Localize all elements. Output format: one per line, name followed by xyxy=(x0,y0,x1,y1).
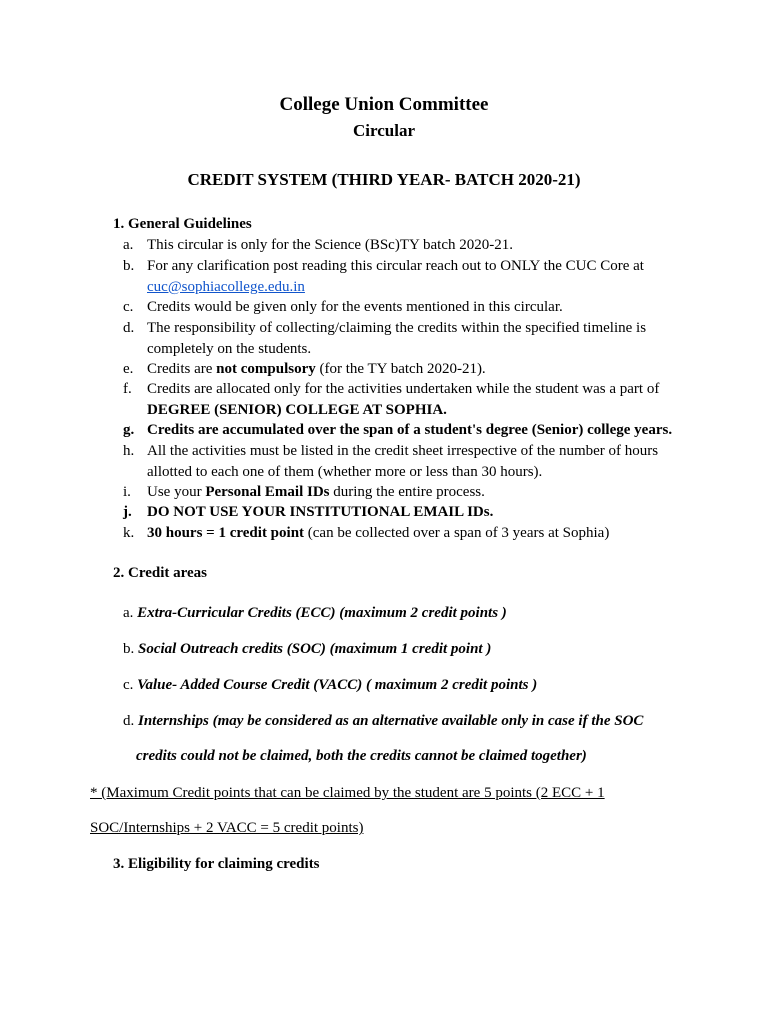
list-item-letter: a. xyxy=(123,237,134,253)
list-item-letter: j. xyxy=(123,504,132,520)
list-item-letter: e. xyxy=(123,361,134,377)
list-item-bold-text: DEGREE (SENIOR) COLLEGE AT SOPHIA. xyxy=(147,401,447,418)
credit-area-item xyxy=(123,713,643,730)
list-item-text: Credits would be given only for the events mentioned in this circular. xyxy=(147,299,563,315)
list-item-text: (for the TY batch 2020-21). xyxy=(315,361,486,377)
list-item-text: This circular is only for the Science (BSc)TY batch 2020-21. xyxy=(147,237,514,253)
credit-area-letter: b. xyxy=(123,641,135,657)
credit-area-item xyxy=(123,641,491,658)
list-item-text: All the activities must be listed in the credit sheet irrespective of the number of hours allotted to each one of them (whether more or less than 30 hours). xyxy=(147,443,659,480)
credit-area-item xyxy=(123,605,507,622)
section-title-general-guidelines: 1. General Guidelines xyxy=(113,216,252,232)
credit-area-text: credits could not be claimed, both the credits cannot be claimed together) xyxy=(136,748,587,764)
credit-area-text: Extra-Curricular Credits (ECC) (maximum 2 credit points ) xyxy=(137,605,507,621)
section-title-credit-areas: 2. Credit areas xyxy=(113,565,208,581)
credit-area-letter: a. xyxy=(123,605,134,621)
list-item-letter: h. xyxy=(123,443,135,459)
list-item-text: (can be collected over a span of 3 years at Sophia) xyxy=(304,525,610,541)
section-title-eligibility: 3. Eligibility for claiming credits xyxy=(113,856,320,872)
list-item-text: during the entire process. xyxy=(329,484,485,500)
list-item-text: Credits are allocated only for the activities undertaken while the student was a part of xyxy=(147,381,660,397)
list-item-letter: i. xyxy=(123,484,131,500)
list-item-text: DO NOT USE YOUR INSTITUTIONAL EMAIL IDs. xyxy=(147,504,494,520)
credit-area-text: Internships (may be considered as an alternative available only in case if the SOC xyxy=(138,713,644,729)
max-credit-note: SOC/Internships + 2 VACC = 5 credit points) xyxy=(90,820,364,836)
credit-area-letter: d. xyxy=(123,713,135,729)
credit-area-item xyxy=(123,677,537,694)
list-item-text: For any clarification post reading this circular reach out to ONLY the CUC Core at xyxy=(147,258,644,274)
list-item-letter: c. xyxy=(123,299,134,315)
credit-area-text: Value- Added Course Credit (VACC) ( maximum 2 credit points ) xyxy=(137,677,538,693)
credit-area-continuation xyxy=(136,748,587,765)
list-item-text: Credits are accumulated over the span of a student's degree (Senior) college years. xyxy=(147,422,673,438)
list-item-letter: d. xyxy=(123,320,135,336)
document-heading: CREDIT SYSTEM (THIRD YEAR- BATCH 2020-21) xyxy=(187,170,581,189)
list-item-bold-text: not compulsory xyxy=(216,361,316,377)
document-subtitle: Circular xyxy=(352,121,415,140)
list-item-text: Use your xyxy=(147,484,206,500)
credit-area-text: Social Outreach credits (SOC) (maximum 1 credit point ) xyxy=(138,641,492,657)
list-item-text: The responsibility of collecting/claiming the credits within the specified timeline is completely on the students. xyxy=(147,320,647,357)
list-item-bold-text: Personal Email IDs xyxy=(205,484,330,500)
document-title: College Union Committee xyxy=(279,94,489,115)
list-item-text: Credits are xyxy=(147,361,217,377)
list-item-letter: g. xyxy=(123,422,135,438)
list-item-bold-text: 30 hours = 1 credit point xyxy=(147,525,305,541)
max-credit-note: * (Maximum Credit points that can be claimed by the student are 5 points (2 ECC + 1 xyxy=(90,785,605,801)
list-item-letter: k. xyxy=(123,525,135,541)
credit-area-letter: c. xyxy=(123,677,134,693)
email-link[interactable]: cuc@sophiacollege.edu.in xyxy=(147,278,305,295)
list-item-letter: b. xyxy=(123,258,135,274)
list-item-letter: f. xyxy=(123,381,132,397)
